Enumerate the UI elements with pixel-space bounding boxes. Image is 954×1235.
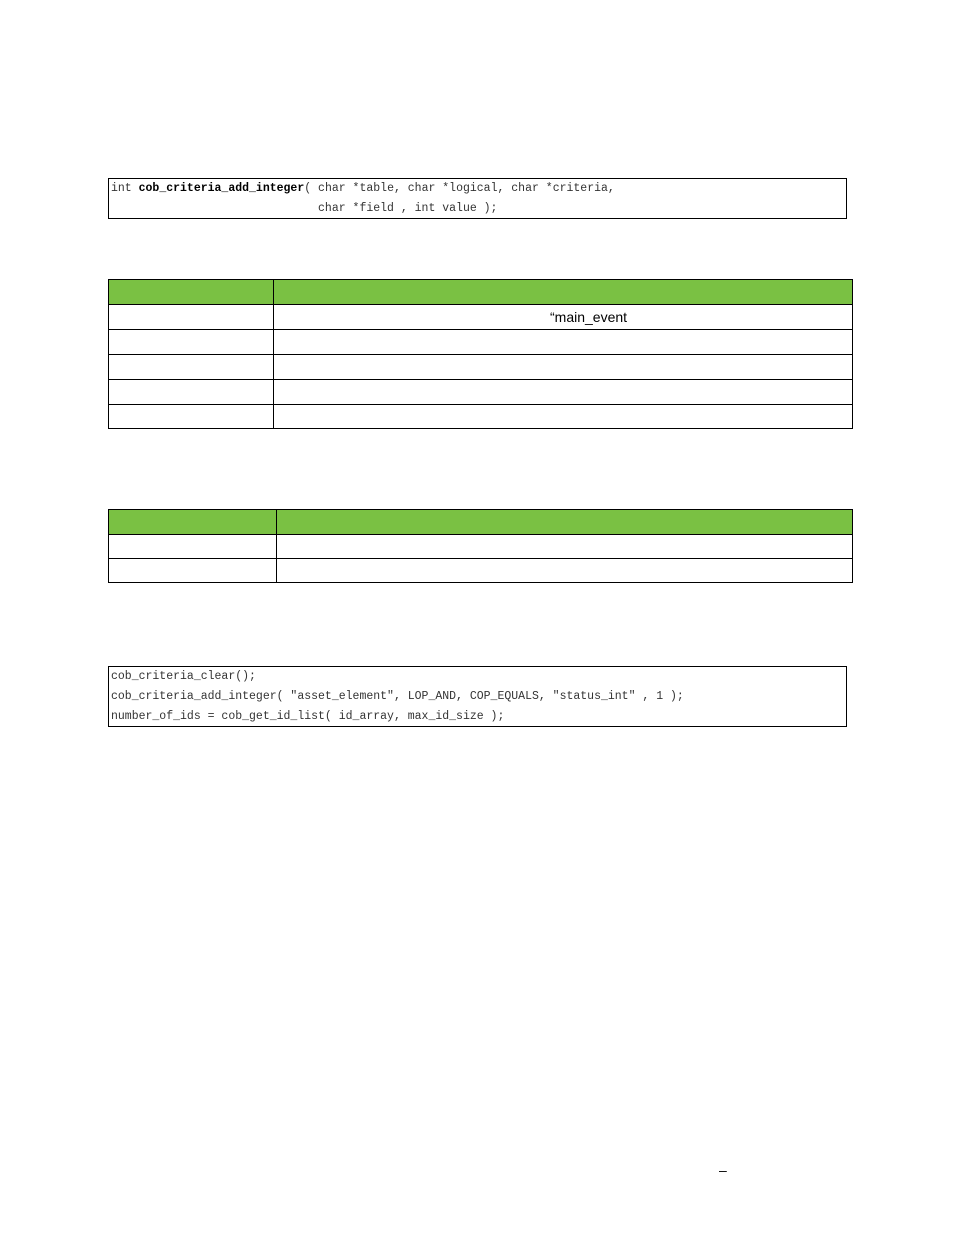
parameter-name-cell: [109, 405, 274, 429]
signature-line-1: [109, 179, 846, 199]
parameters-table-header: [109, 280, 853, 305]
parameters-header-description: [274, 280, 853, 305]
parameter-name-cell: [109, 330, 274, 355]
table-row: [109, 355, 853, 380]
return-value-cell: [109, 559, 277, 583]
signature-function-name: cob_criteria_add_integer: [138, 182, 305, 195]
parameter-description-cell: [274, 380, 853, 405]
example-code: [108, 666, 847, 727]
table-row: [109, 305, 853, 330]
parameter-description-cell: [274, 305, 853, 330]
signature-return-type: int: [111, 182, 139, 195]
parameter-name-cell: [109, 305, 274, 330]
parameter-description-cell: [274, 355, 853, 380]
parameters-table: [108, 279, 853, 429]
example-line-1: cob_criteria_clear();: [111, 670, 256, 683]
return-header-description: [277, 510, 853, 535]
signature-line-2: char *field , int value );: [111, 202, 498, 215]
function-signature: [108, 178, 847, 219]
parameter-description-cell: [274, 330, 853, 355]
return-description-cell: [277, 535, 853, 559]
page-footer-dash: –: [719, 1162, 727, 1178]
table-row: [109, 380, 853, 405]
example-line-3: number_of_ids = cob_get_id_list( id_array, max_id_size );: [111, 710, 505, 723]
table-row: [109, 405, 853, 429]
table-row: [109, 559, 853, 583]
signature-params-1: ( char *table, char *logical, char *criteria,: [304, 182, 615, 195]
parameter-description-text: “main_event: [550, 309, 628, 325]
parameter-name-cell: [109, 355, 274, 380]
parameters-header-name: [109, 280, 274, 305]
example-line-2: cob_criteria_add_integer( "asset_element", LOP_AND, COP_EQUALS, "status_int" , 1 );: [111, 690, 684, 703]
return-description-cell: [277, 559, 853, 583]
return-value-cell: [109, 535, 277, 559]
table-row: [109, 535, 853, 559]
return-values-table: [108, 509, 853, 583]
table-row: [109, 330, 853, 355]
parameter-description-cell: [274, 405, 853, 429]
return-values-table-header: [109, 510, 853, 535]
parameter-name-cell: [109, 380, 274, 405]
return-header-value: [109, 510, 277, 535]
